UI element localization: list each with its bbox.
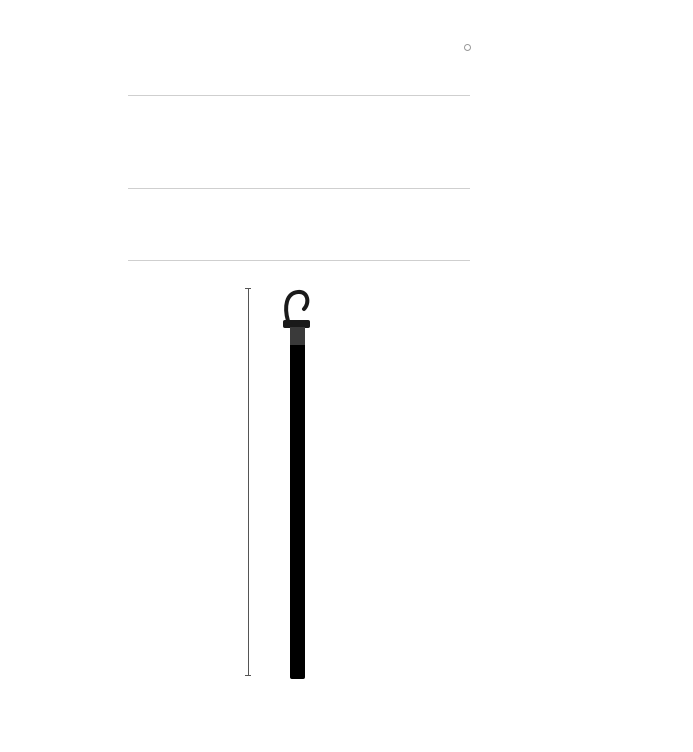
- decorative-dot: [464, 44, 471, 51]
- dimension-tick-bottom: [245, 675, 251, 676]
- strap: [290, 327, 305, 679]
- hook-icon: [286, 292, 307, 321]
- divider: [128, 188, 470, 189]
- hook-base: [283, 320, 310, 328]
- divider: [128, 260, 470, 261]
- strap-buckle: [290, 327, 305, 345]
- divider: [128, 95, 470, 96]
- hat-storage-string-image: [262, 285, 332, 690]
- dimension-line: [248, 288, 249, 675]
